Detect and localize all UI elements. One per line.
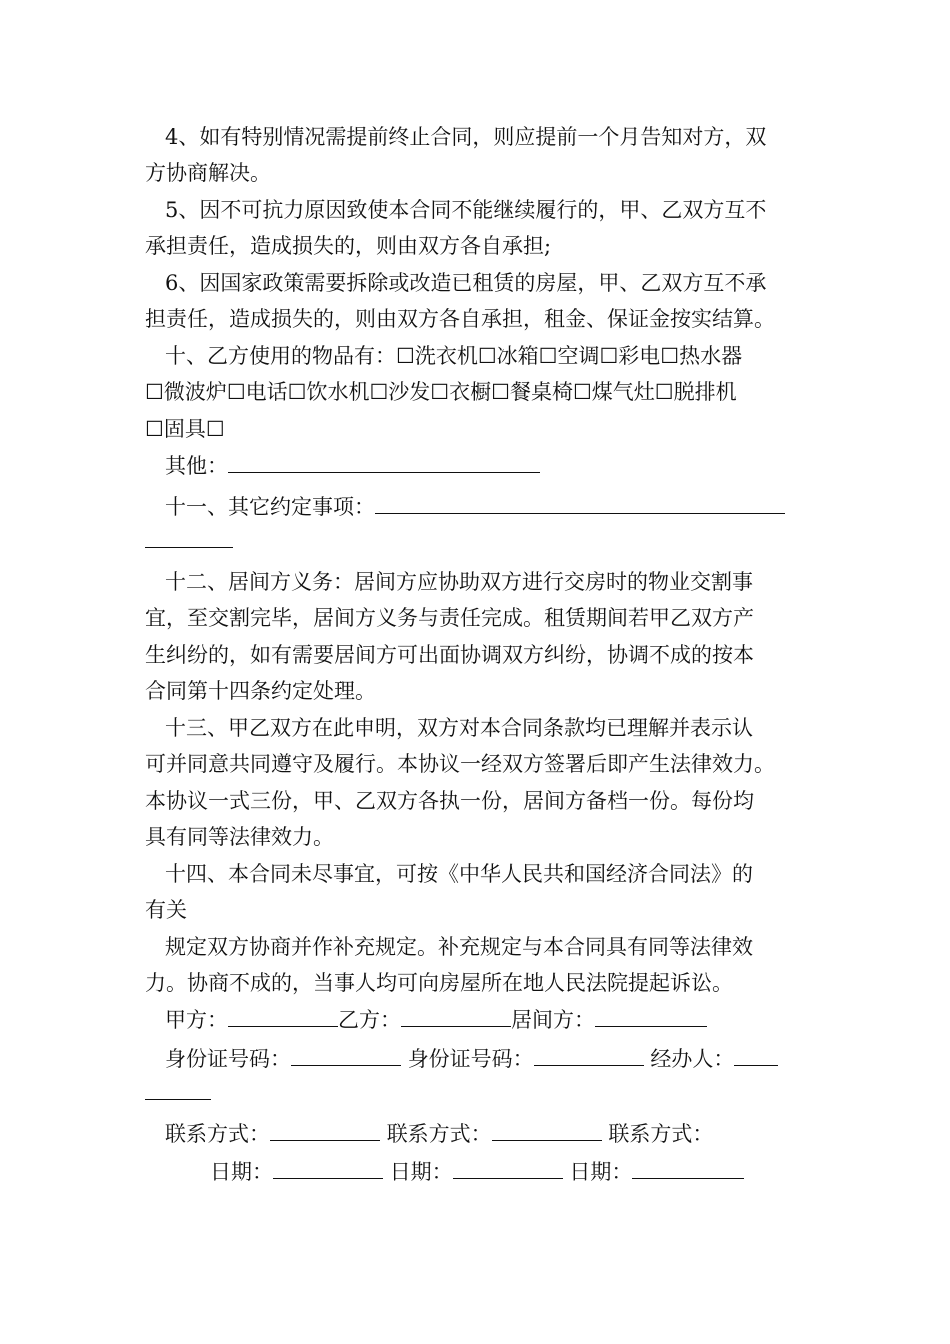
contact-b-label: 联系方式：	[386, 1122, 492, 1146]
intermediary-blank[interactable]	[595, 1004, 707, 1027]
signature-parties-row	[165, 1003, 707, 1037]
date-a-label: 日期：	[210, 1160, 273, 1184]
sec11-blank-cont[interactable]	[145, 525, 233, 548]
items-line-3: ☐固具☐	[145, 417, 225, 441]
sec13-line-1: 十三、甲乙双方在此申明，双方对本合同条款均已理解并表示认	[165, 716, 753, 740]
other-blank[interactable]	[228, 450, 540, 473]
contact-a-label: 联系方式：	[165, 1122, 270, 1146]
agent-blank-cont[interactable]	[145, 1077, 211, 1100]
items-line-2: ☐微波炉☐电话☐饮水机☐沙发☐衣橱☐餐桌椅☐煤气灶☐脱排机	[145, 380, 737, 404]
date-c-blank[interactable]	[632, 1156, 744, 1179]
id-a-label: 身份证号码：	[165, 1047, 291, 1071]
sec12-line-1: 十二、居间方义务：居间方应协助双方进行交房时的物业交割事	[165, 570, 753, 594]
signature-contact-row	[165, 1117, 713, 1151]
date-c-label: 日期：	[569, 1160, 633, 1184]
other-label: 其他：	[165, 454, 228, 478]
contact-b-blank[interactable]	[492, 1118, 602, 1141]
id-b-label: 身份证号码：	[407, 1047, 534, 1071]
clause-5-line-2: 承担责任，造成损失的，则由双方各自承担;	[145, 234, 552, 258]
id-b-blank[interactable]	[534, 1043, 644, 1066]
other-row	[165, 449, 540, 483]
sec14-line-2: 有关	[145, 898, 187, 922]
sec14-line-4: 力。协商不成的，当事人均可向房屋所在地人民法院提起诉讼。	[145, 971, 733, 995]
sec11-blank[interactable]	[375, 491, 785, 514]
sec11-continuation	[145, 524, 233, 558]
sec14-line-3: 规定双方协商并作补充规定。补充规定与本合同具有同等法律效	[165, 935, 753, 959]
agent-label: 经办人：	[650, 1047, 735, 1071]
clause-4-line-1: 4、如有特别情况需提前终止合同，则应提前一个月告知对方，双	[165, 125, 767, 149]
sec13-line-3: 本协议一式三份，甲、乙双方各执一份，居间方备档一份。每份均	[145, 789, 754, 813]
signature-id-row	[165, 1042, 778, 1076]
id-a-blank[interactable]	[291, 1043, 401, 1066]
sec13-line-4: 具有同等法律效力。	[145, 825, 334, 849]
date-b-blank[interactable]	[453, 1156, 563, 1179]
party-a-blank[interactable]	[228, 1004, 338, 1027]
party-b-label: 乙方：	[338, 1008, 401, 1032]
sec11-label: 十一、其它约定事项：	[165, 495, 375, 519]
signature-date-row	[210, 1155, 744, 1189]
agent-blank[interactable]	[734, 1043, 778, 1066]
party-a-label: 甲方：	[165, 1008, 228, 1032]
sec11-row	[165, 490, 785, 524]
contact-a-blank[interactable]	[270, 1118, 380, 1141]
sec12-line-2: 宜，至交割完毕，居间方义务与责任完成。租赁期间若甲乙双方产	[145, 606, 754, 630]
sec14-line-1: 十四、本合同未尽事宜，可按《中华人民共和国经济合同法》的	[165, 862, 753, 886]
sec13-line-2: 可并同意共同遵守及履行。本协议一经双方签署后即产生法律效力。	[145, 752, 775, 776]
items-line-1: 十、乙方使用的物品有：☐洗衣机☐冰箱☐空调☐彩电☐热水器	[165, 344, 743, 368]
sec12-line-3: 生纠纷的，如有需要居间方可出面协调双方纠纷，协调不成的按本	[145, 643, 754, 667]
sec12-line-4: 合同第十四条约定处理。	[145, 679, 376, 703]
agent-continuation	[145, 1076, 211, 1110]
date-a-blank[interactable]	[273, 1156, 383, 1179]
clause-6-line-1: 6、因国家政策需要拆除或改造已租赁的房屋，甲、乙双方互不承	[165, 271, 767, 295]
clause-6-line-2: 担责任，造成损失的，则由双方各自承担，租金、保证金按实结算。	[145, 307, 775, 331]
clause-5-line-1: 5、因不可抗力原因致使本合同不能继续履行的，甲、乙双方互不	[165, 198, 767, 222]
clause-4-line-2: 方协商解决。	[145, 161, 271, 185]
party-b-blank[interactable]	[401, 1004, 511, 1027]
contact-c-label: 联系方式：	[608, 1122, 714, 1146]
intermediary-label: 居间方：	[511, 1008, 595, 1032]
date-b-label: 日期：	[389, 1160, 453, 1184]
